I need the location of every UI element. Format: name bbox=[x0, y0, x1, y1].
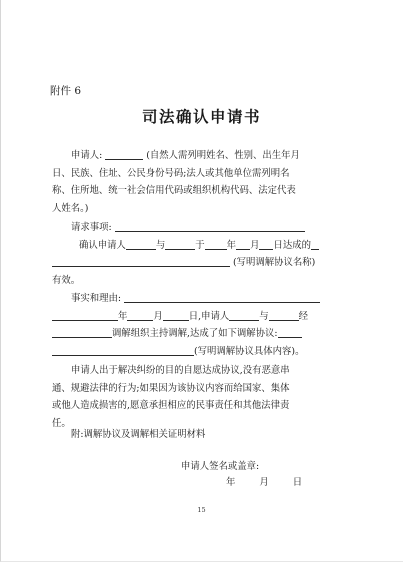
facts-label: 事实和理由: bbox=[71, 293, 122, 304]
mediator-blank[interactable] bbox=[52, 325, 112, 338]
facts-section bbox=[52, 290, 352, 360]
applicant-line-1 bbox=[52, 147, 352, 165]
facts-year-blank[interactable] bbox=[52, 308, 118, 321]
valid-text: 有效。 bbox=[52, 274, 81, 286]
content-note: (写明调解协议具体内容)。 bbox=[194, 345, 305, 357]
annex-label: 附件 6 bbox=[50, 85, 82, 97]
statement-section bbox=[52, 362, 352, 432]
applicant-note-4: 人姓名。) bbox=[52, 202, 89, 214]
sig-year: 年 bbox=[226, 477, 236, 488]
facts-month-blank[interactable] bbox=[127, 308, 153, 321]
day-blank[interactable] bbox=[259, 237, 273, 250]
day-reached-text: 日达成的 bbox=[273, 239, 311, 251]
facts-mediation-line bbox=[52, 325, 352, 343]
facts-label-line bbox=[52, 290, 352, 308]
statement-line-3: 或他人造成损害的,愿意承担相应的民事责任和其他法律责 bbox=[52, 400, 290, 411]
mediation-tail-blank[interactable] bbox=[278, 325, 302, 338]
statement-line-2: 通、规避法律的行为;如果因为该协议内容而给国家、集体 bbox=[52, 382, 290, 394]
agreement-content-blank[interactable] bbox=[52, 343, 194, 356]
party-b-blank[interactable] bbox=[165, 237, 195, 250]
facts-day-blank[interactable] bbox=[163, 308, 189, 321]
signature-label: 申请人签名或盖章: bbox=[181, 461, 260, 472]
mediation-text: 调解组织主持调解,达成了如下调解协议: bbox=[112, 328, 278, 339]
facts-month-text: 月 bbox=[153, 310, 163, 322]
applicant-section bbox=[52, 147, 352, 217]
facts-with: 与 bbox=[259, 310, 269, 322]
applicant-name-blank[interactable] bbox=[105, 147, 143, 160]
attachment-section bbox=[52, 426, 352, 444]
agreement-name-blank[interactable] bbox=[52, 254, 230, 267]
request-label-line bbox=[52, 219, 352, 237]
facts-party-b-blank[interactable] bbox=[269, 308, 299, 321]
request-blank[interactable] bbox=[115, 219, 305, 232]
request-section bbox=[52, 219, 352, 289]
applicant-note-3: 称、住所地、统一社会信用代码或组织机构代码、法定代表 bbox=[52, 185, 296, 196]
statement-line-1: 申请人出于解决纠纷的目的自愿达成协议,没有恶意串 bbox=[71, 365, 290, 376]
applicant-note-2: 日、民族、住址、公民身份号码;法人或其他单位需列明名 bbox=[52, 167, 290, 179]
facts-year-text: 年 bbox=[118, 310, 128, 322]
facts-via: 经 bbox=[298, 310, 309, 322]
with-text: 与 bbox=[155, 239, 166, 251]
tail-blank[interactable] bbox=[311, 237, 319, 250]
facts-content-line bbox=[52, 343, 352, 361]
agreement-name-note: (写明调解协议名称) bbox=[232, 257, 316, 268]
page-number: 15 bbox=[197, 506, 206, 514]
month-text: 月 bbox=[250, 239, 260, 251]
sig-month: 月 bbox=[259, 477, 269, 488]
facts-party-a-blank[interactable] bbox=[229, 308, 259, 321]
signature-date bbox=[226, 474, 302, 488]
confirm-prefix: 确认申请人 bbox=[79, 239, 126, 251]
facts-day-applicant: 日,申请人 bbox=[188, 310, 230, 322]
applicant-label: 申请人: bbox=[71, 150, 103, 161]
on-text: 于 bbox=[195, 239, 205, 251]
applicant-note-1: (自然人需列明姓名、性别、出生年月 bbox=[146, 150, 300, 161]
facts-date-line bbox=[52, 308, 352, 326]
document-title: 司法确认申请书 bbox=[141, 107, 261, 126]
facts-blank[interactable] bbox=[124, 290, 320, 303]
agreement-name-line bbox=[52, 254, 352, 272]
year-blank[interactable] bbox=[205, 237, 227, 250]
statement-line-4: 任。 bbox=[52, 417, 71, 429]
request-confirm-line bbox=[52, 237, 352, 255]
attachment-text: 附:调解协议及调解相关证明材料 bbox=[71, 429, 206, 440]
request-label: 请求事项: bbox=[71, 222, 112, 233]
year-text: 年 bbox=[226, 239, 237, 251]
sig-day: 日 bbox=[292, 477, 303, 488]
party-a-blank[interactable] bbox=[126, 237, 156, 250]
month-blank[interactable] bbox=[236, 237, 250, 250]
